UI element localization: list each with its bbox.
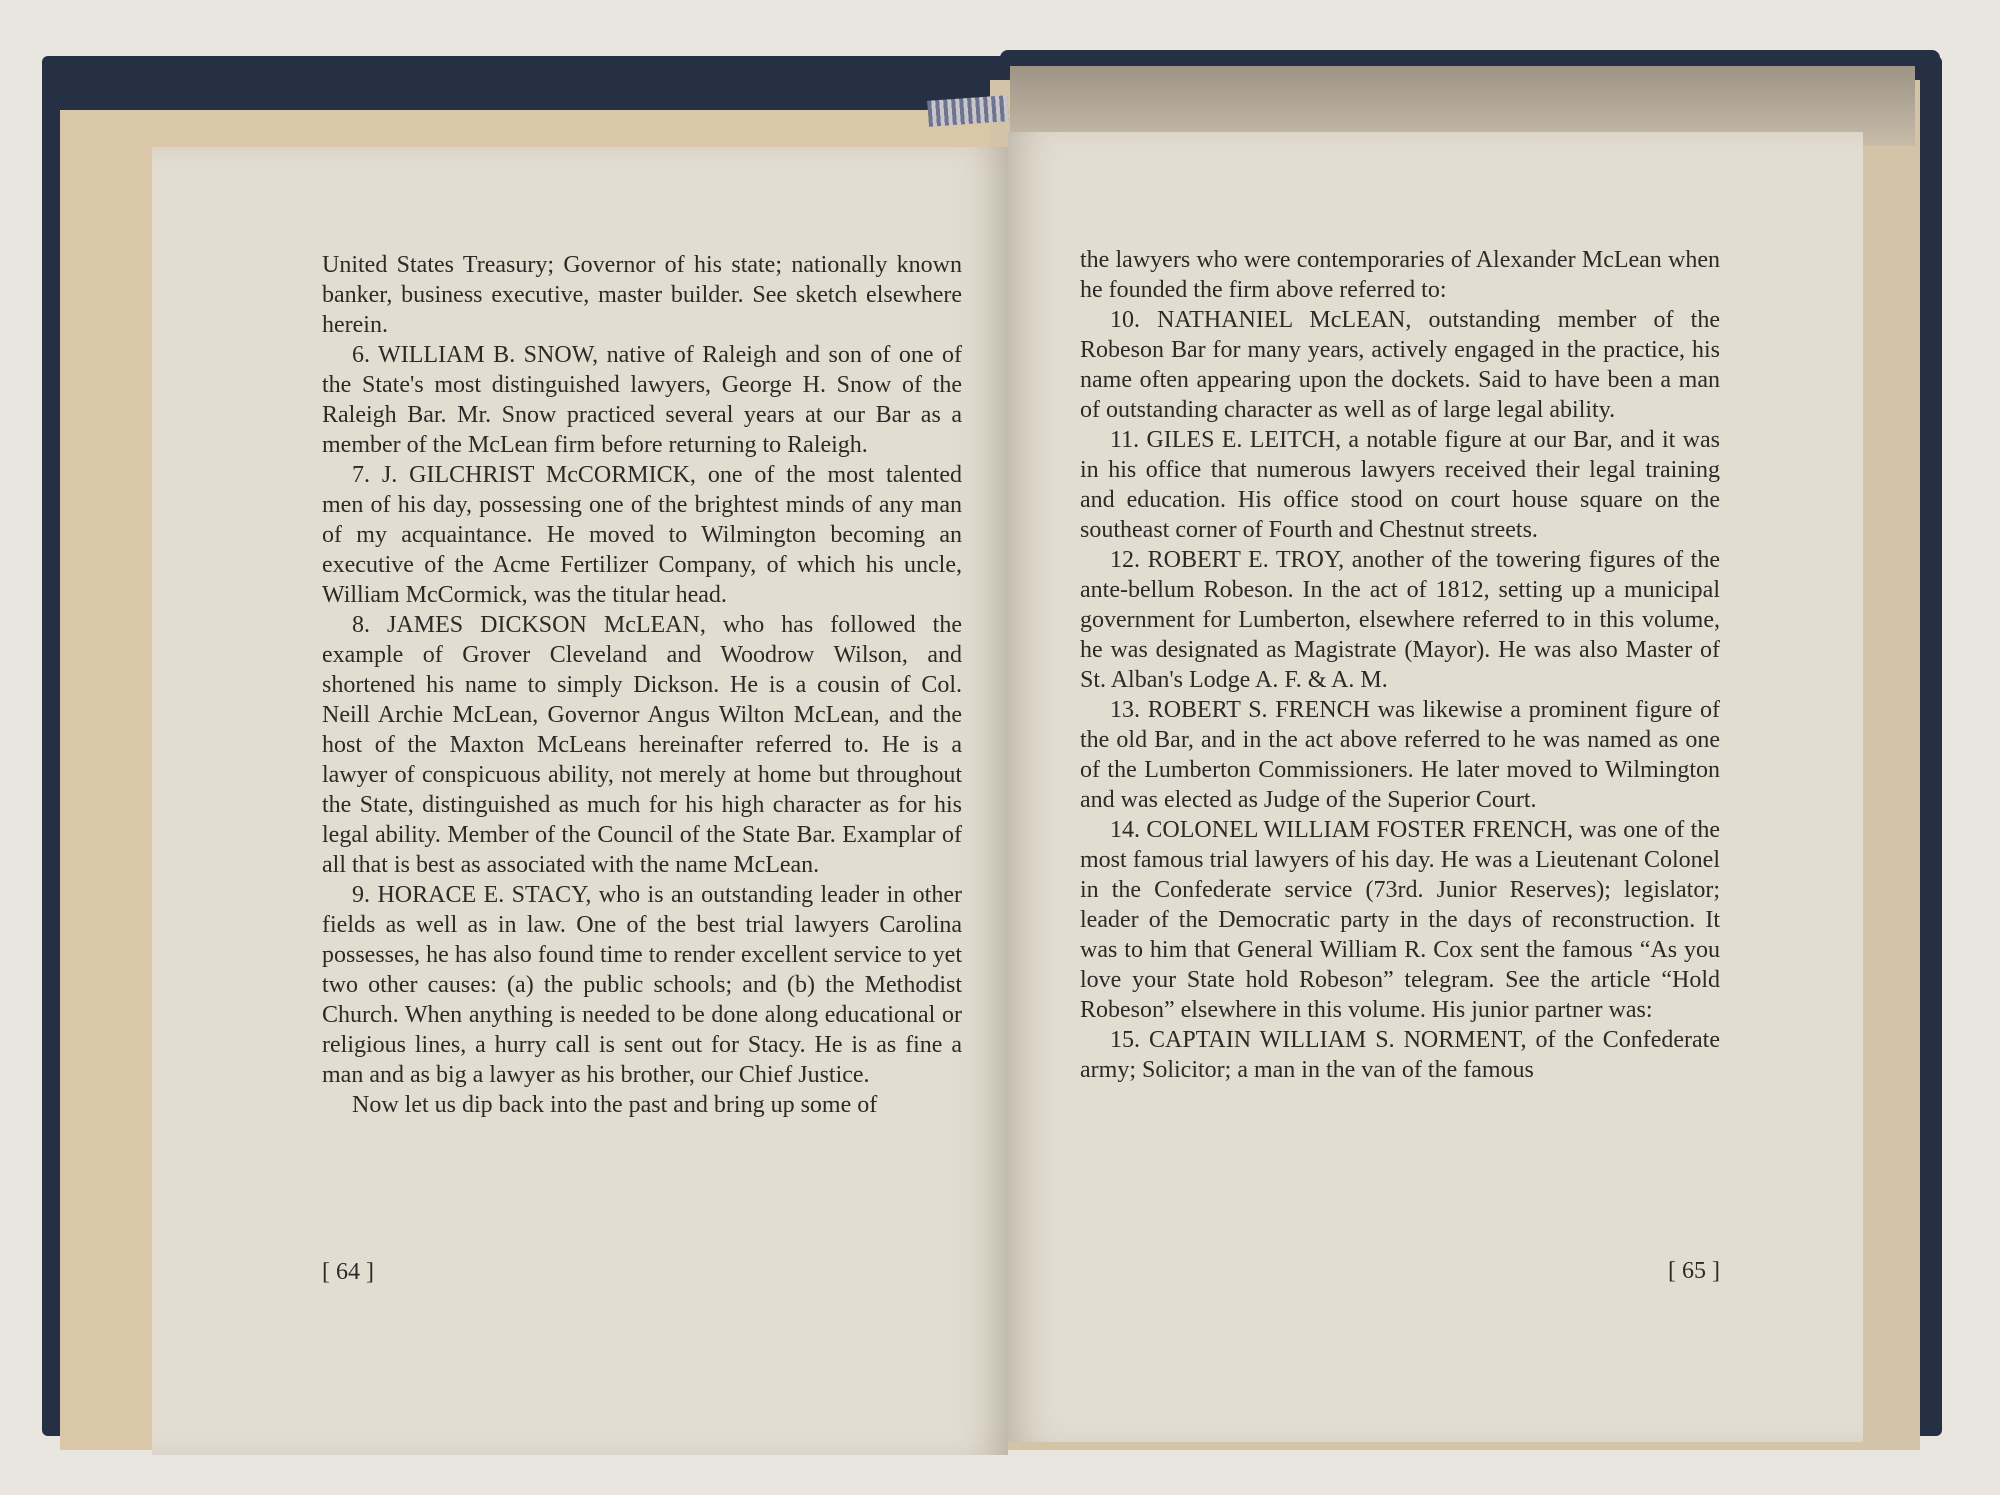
left-page: [152, 147, 1008, 1455]
paragraph: 11. GILES E. LEITCH, a notable figure at our Bar, and it was in his office that numerous lawyers received their legal training and education. His office stood on court house square on the southeast corner of Fourth and Chestnut streets.: [1080, 427, 1720, 543]
right-page: [1008, 132, 1863, 1442]
paragraph: 6. WILLIAM B. SNOW, native of Raleigh and son of one of the State's most distinguished lawyers, George H. Snow of the Raleigh Bar. Mr. Snow practiced several years at our Bar as a member of the McLean firm before returning to Raleigh.: [322, 342, 962, 458]
paragraph: the lawyers who were contemporaries of Alexander McLean when he founded the firm above referred to:: [1080, 247, 1720, 303]
right-page-text: [1080, 245, 1720, 1085]
left-page-text: [322, 250, 962, 1120]
page-number: [ 64 ]: [322, 1259, 374, 1285]
paragraph: 10. NATHANIEL McLEAN, outstanding member of the Robeson Bar for many years, actively engaged in the practice, his name often appearing upon the dockets. Said to have been a man of outstanding character as well as of large legal ability.: [1080, 307, 1720, 423]
paragraph: 14. COLONEL WILLIAM FOSTER FRENCH, was one of the most famous trial lawyers of his day. He was a Lieutenant Colonel in the Confederate service (73rd. Junior Reserves); legislator; leader of the Democratic party in the days of reconstruction. It was to him that General William R. Cox sent the famous “As you love your State hold Robeson” telegram. See the article “Hold Robeson” elsewhere in this volume. His junior partner was:: [1080, 817, 1720, 1023]
paragraph: 7. J. GILCHRIST McCORMICK, one of the most talented men of his day, possessing one of the brightest minds of any man of my acquaintance. He moved to Wilmington becoming an executive of the Acme Fertilizer Company, of which his uncle, William McCormick, was the titular head.: [322, 462, 962, 608]
paragraph: 8. JAMES DICKSON McLEAN, who has followed the example of Grover Cleveland and Woodrow Wilson, and shortened his name to simply Dickson. He is a cousin of Col. Neill Archie McLean, Governor Angus Wilton McLean, and the host of the Maxton McLeans hereinafter referred to. He is a lawyer of conspicuous ability, not merely at home but throughout the State, distinguished as much for his high character as for his legal ability. Member of the Council of the State Bar. Examplar of all that is best as associated with the name McLean.: [322, 612, 962, 878]
paragraph: 9. HORACE E. STACY, who is an outstanding leader in other fields as well as in law. One of the best trial lawyers Carolina possesses, he has also found time to render excellent service to yet two other causes: (a) the public schools; and (b) the Methodist Church. When anything is needed to be done along educational or religious lines, a hurry call is sent out for Stacy. He is as fine a man and as big a lawyer as his brother, our Chief Justice.: [322, 882, 962, 1088]
paragraph: 13. ROBERT S. FRENCH was likewise a prominent figure of the old Bar, and in the act above referred to he was named as one of the Lumberton Commissioners. He later moved to Wilmington and was elected as Judge of the Superior Court.: [1080, 697, 1720, 813]
bookmark-ribbon: [927, 95, 1009, 127]
paragraph: 12. ROBERT E. TROY, another of the towering figures of the ante-bellum Robeson. In the act of 1812, setting up a municipal government for Lumberton, elsewhere referred to in this volume, he was designated as Magistrate (Mayor). He was also Master of St. Alban's Lodge A. F. & A. M.: [1080, 547, 1720, 693]
page-number: [ 65 ]: [1668, 1258, 1720, 1284]
paragraph: 15. CAPTAIN WILLIAM S. NORMENT, of the Confederate army; Solicitor; a man in the van of the famous: [1080, 1027, 1720, 1083]
paragraph: Now let us dip back into the past and bring up some of: [352, 1092, 878, 1118]
paragraph: United States Treasury; Governor of his state; nationally known banker, business executive, master builder. See sketch elsewhere herein.: [322, 252, 962, 338]
